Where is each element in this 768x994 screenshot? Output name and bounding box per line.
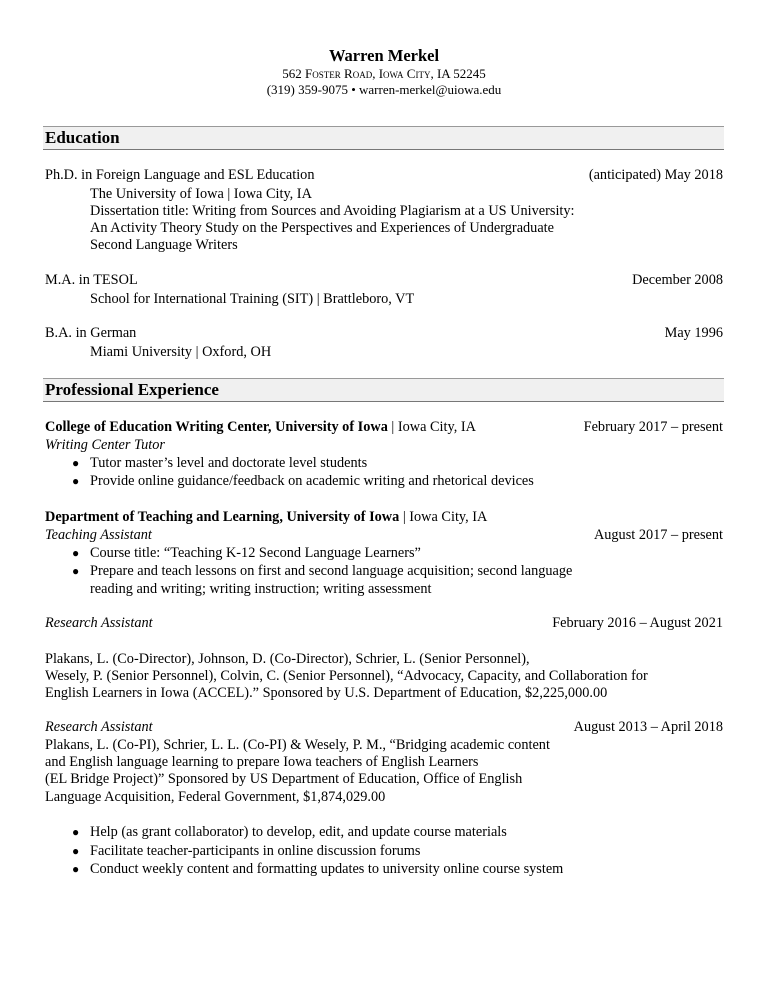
ra1-date: February 2016 – August 2021	[552, 615, 723, 631]
ra1-citation-line-2: Wesely, P. (Senior Personnel), Colvin, C. (Senior Personnel), “Advocacy, Capacity, and Collaboration for	[45, 668, 648, 684]
dept-bullet-2-line-2: reading and writing; writing instruction; writing assessment	[90, 581, 432, 597]
address-street: Foster Road,	[305, 66, 376, 81]
dept-date: August 2017 – present	[593, 527, 723, 543]
bullet-icon: ●	[72, 825, 80, 839]
dept-org-line	[45, 509, 487, 526]
ra1-citation-line-3: English Learners in Iowa (ACCEL).” Sponsored by U.S. Department of Education, $2,225,000.00	[45, 685, 608, 701]
ra2-citation-line-4: Language Acquisition, Federal Government, $1,874,029.00	[45, 789, 386, 805]
address-state-zip: IA 52245	[436, 66, 486, 81]
dept-bullet-1: Course title: “Teaching K-12 Second Language Learners”	[90, 545, 421, 561]
address-number: 562	[282, 66, 302, 81]
contact-line: (319) 359-9075 • warren-merkel@uiowa.edu	[266, 82, 502, 97]
ra2-bullet-2: Facilitate teacher-participants in online discussion forums	[90, 843, 421, 859]
dept-org: Department of Teaching and Learning, University of Iowa	[45, 509, 400, 525]
ra2-date: August 2013 – April 2018	[573, 719, 723, 735]
ra1-citation-line-1: Plakans, L. (Co-Director), Johnson, D. (Co-Director), Schrier, L. (Senior Personnel),	[45, 651, 530, 667]
writing-center-date: February 2017 – present	[583, 419, 723, 435]
ba-school: Miami University | Oxford, OH	[90, 344, 272, 360]
ra2-role: Research Assistant	[45, 719, 153, 735]
dept-role: Teaching Assistant	[45, 527, 152, 543]
writing-center-role: Writing Center Tutor	[45, 437, 165, 453]
education-heading: Education	[45, 128, 120, 147]
ba-date: May 1996	[664, 325, 723, 341]
ma-date: December 2008	[632, 272, 723, 288]
bullet-icon: ●	[72, 546, 80, 560]
writing-center-org-line	[45, 419, 476, 436]
phd-date: (anticipated) May 2018	[588, 167, 723, 183]
ra1-role: Research Assistant	[45, 615, 153, 631]
phd-degree: Ph.D. in Foreign Language and ESL Education	[45, 167, 315, 183]
bullet-icon: ●	[72, 844, 80, 858]
phd-dissertation-line-1: Dissertation title: Writing from Sources and Avoiding Plagiarism at a US University:	[90, 203, 575, 219]
ra2-bullet-3: Conduct weekly content and formatting updates to university online course system	[90, 861, 564, 877]
ra2-citation-line-2: and English language learning to prepare Iowa teachers of English Learners	[45, 754, 479, 770]
resume-name: Warren Merkel	[328, 46, 440, 65]
ra2-citation-line-3: (EL Bridge Project)” Sponsored by US Department of Education, Office of English	[45, 771, 523, 787]
bullet-icon: ●	[72, 862, 80, 876]
phd-dissertation-line-2: An Activity Theory Study on the Perspectives and Experiences of Undergraduate	[90, 220, 554, 236]
education-section-header	[43, 126, 724, 150]
dept-location: | Iowa City, IA	[399, 509, 488, 525]
ba-degree: B.A. in German	[45, 325, 137, 341]
experience-section-header	[43, 378, 724, 402]
writing-center-bullet-1: Tutor master’s level and doctorate level students	[90, 455, 368, 471]
ma-degree: M.A. in TESOL	[45, 272, 138, 288]
experience-heading: Professional Experience	[45, 380, 219, 399]
writing-center-location: | Iowa City, IA	[387, 419, 476, 435]
bullet-icon: ●	[72, 474, 80, 488]
phd-dissertation-line-3: Second Language Writers	[90, 237, 238, 253]
dept-bullet-2-line-1: Prepare and teach lessons on first and second language acquisition; second language	[90, 563, 573, 579]
ra2-bullet-1: Help (as grant collaborator) to develop, edit, and update course materials	[90, 824, 507, 840]
phd-school: The University of Iowa | Iowa City, IA	[90, 186, 312, 202]
address-city: Iowa City,	[378, 66, 434, 81]
ma-school: School for International Training (SIT) | Brattleboro, VT	[90, 291, 415, 307]
ra2-citation-line-1: Plakans, L. (Co-PI), Schrier, L. L. (Co-PI) & Wesely, P. M., “Bridging academic content	[45, 737, 550, 753]
writing-center-org: College of Education Writing Center, University of Iowa	[45, 419, 388, 435]
address-line	[0, 66, 768, 81]
bullet-icon: ●	[72, 456, 80, 470]
writing-center-bullet-2: Provide online guidance/feedback on academic writing and rhetorical devices	[90, 473, 534, 489]
bullet-icon: ●	[72, 564, 80, 578]
